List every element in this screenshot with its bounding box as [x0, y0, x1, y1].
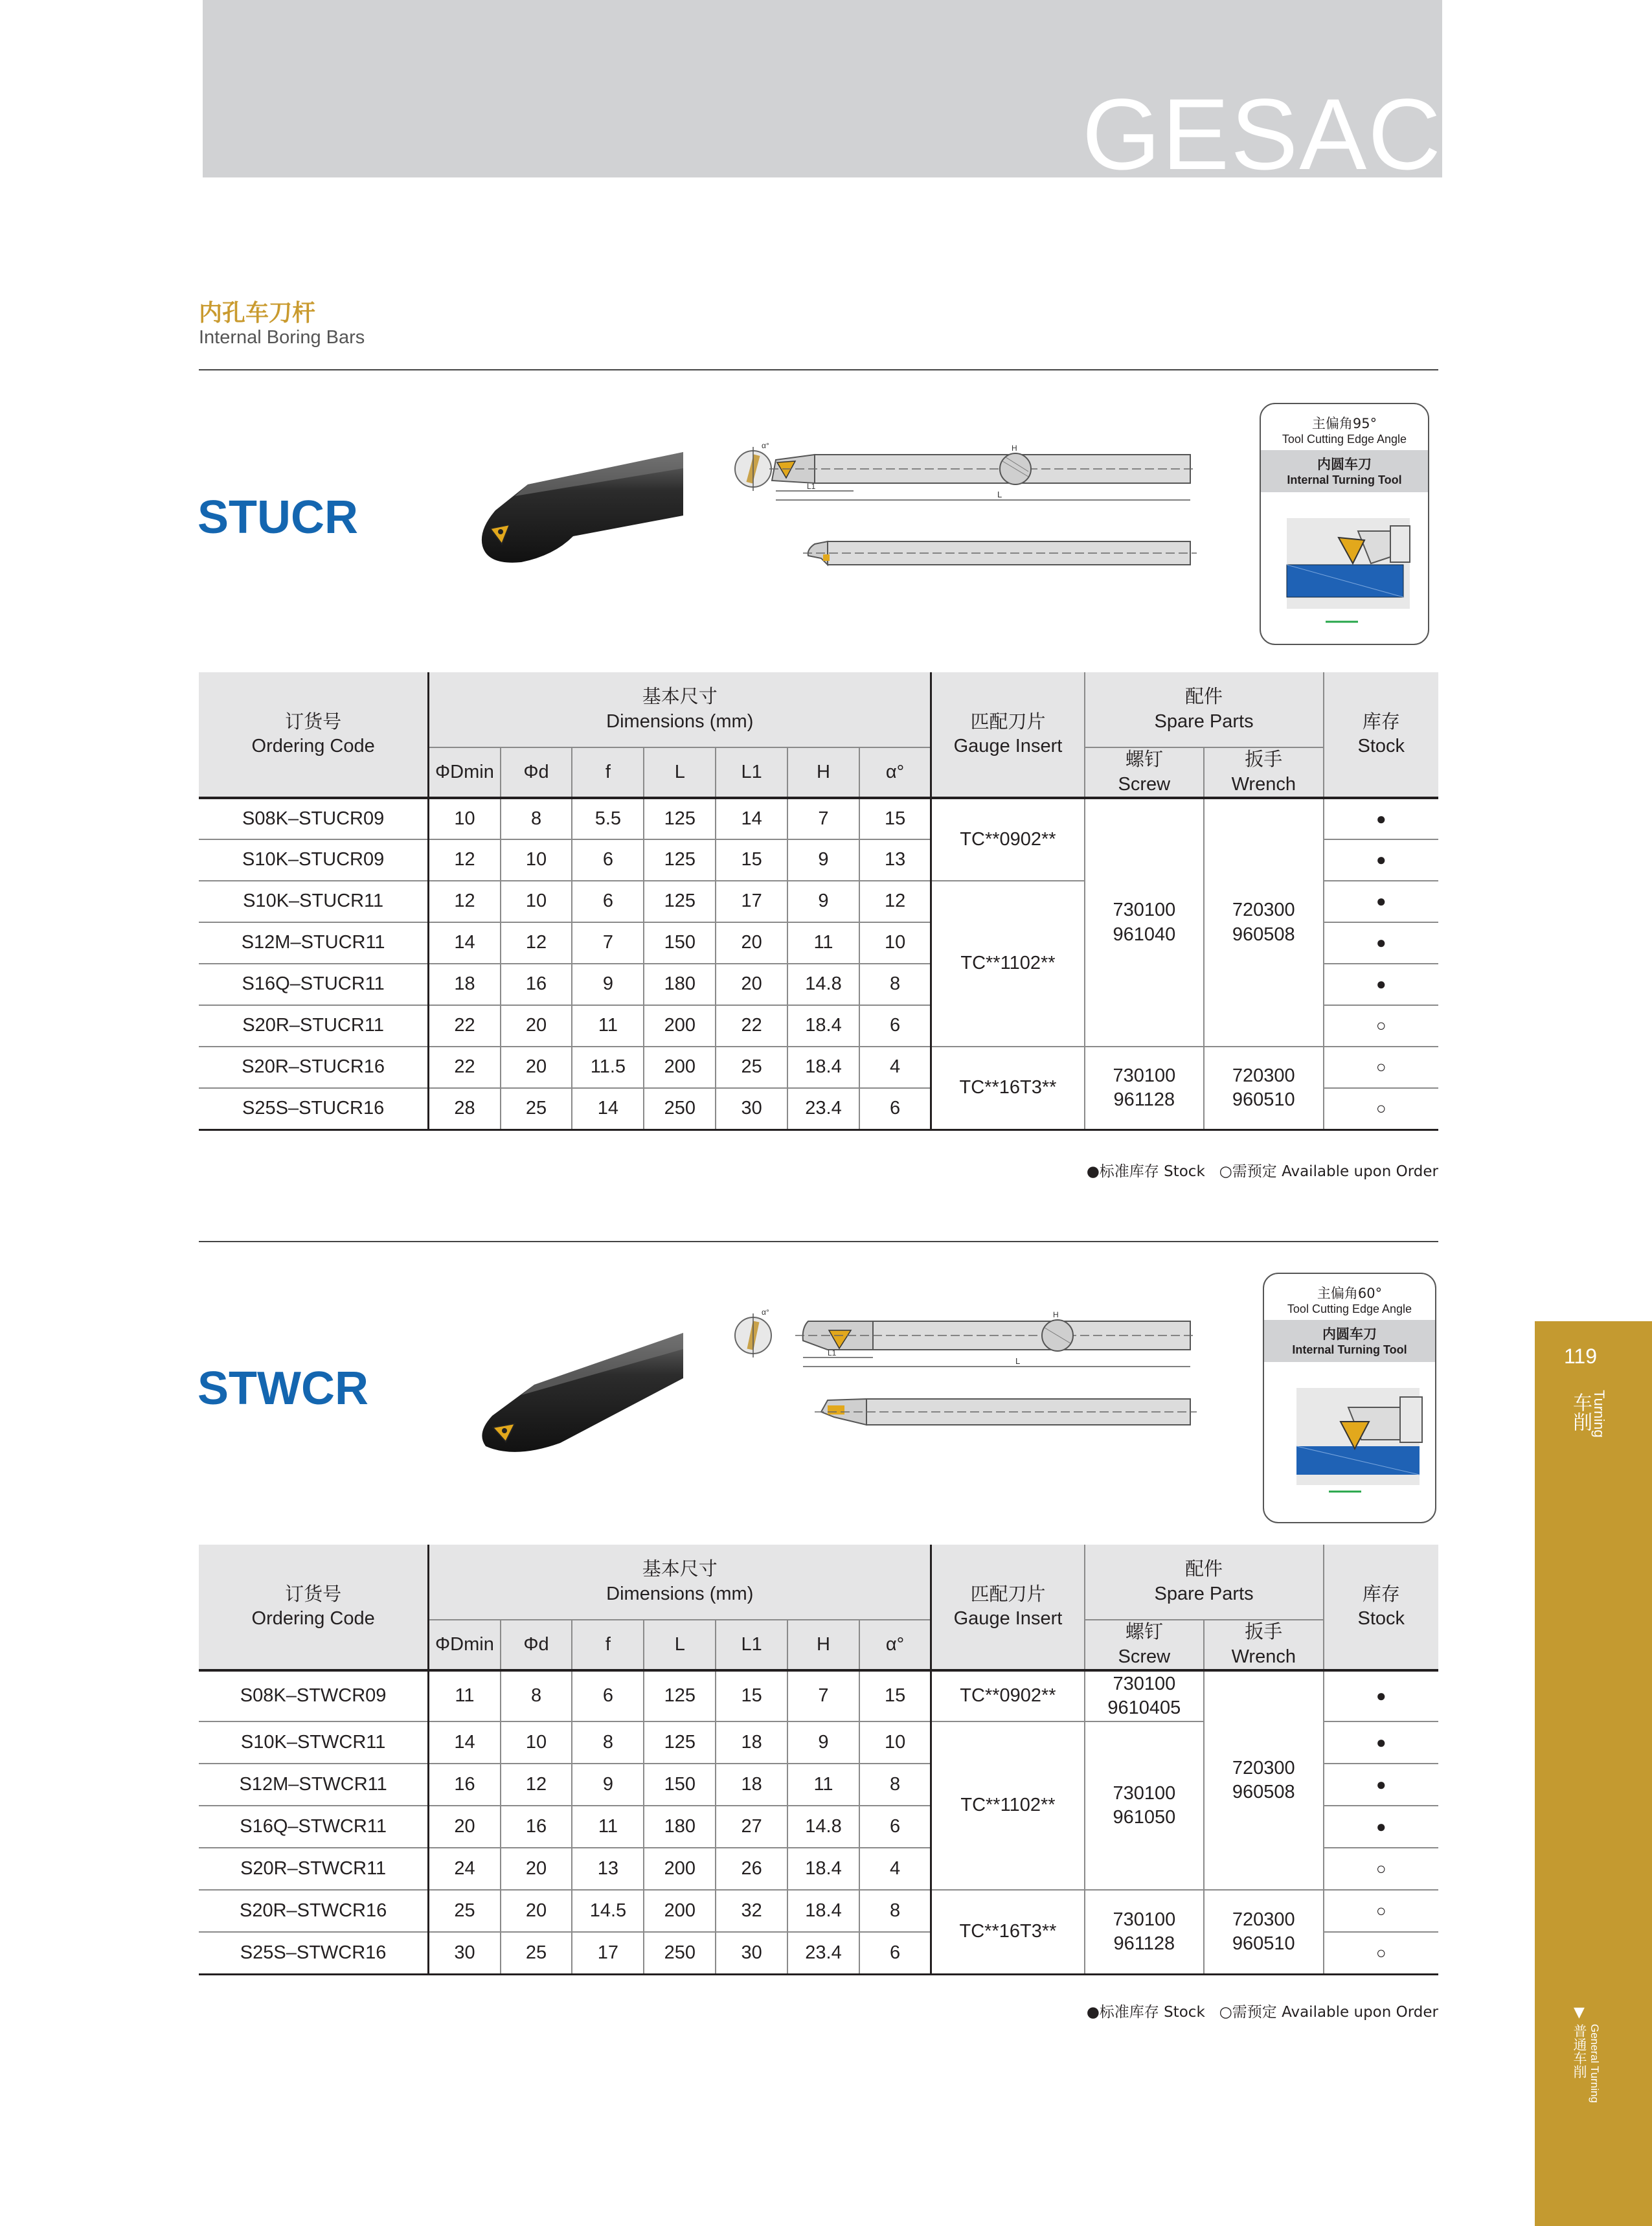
cell-d: 20 — [501, 1005, 572, 1047]
cell-f: 7 — [572, 922, 644, 964]
cell-H: 18.4 — [787, 1890, 859, 1932]
cell-alpha: 4 — [859, 1047, 931, 1088]
col-H: H — [787, 1620, 859, 1670]
cell-d: 10 — [501, 1721, 572, 1764]
header-band — [203, 0, 1442, 177]
chapter-label-en: Turning — [1591, 1390, 1607, 1438]
ordering-code: S10K–STWCR11 — [199, 1721, 429, 1764]
wrench-code: 720300 960510 — [1204, 1890, 1323, 1974]
cell-d: 10 — [501, 881, 572, 922]
section-title-en: Internal Boring Bars — [199, 327, 365, 348]
cell-H: 11 — [787, 922, 859, 964]
cell-L1: 15 — [716, 1670, 787, 1721]
cell-f: 17 — [572, 1932, 644, 1974]
screw-header-cn: 螺钉 — [1125, 1622, 1163, 1643]
cell-f: 14 — [572, 1088, 644, 1130]
technical-drawing-2 — [730, 1302, 1210, 1441]
cell-d: 12 — [501, 922, 572, 964]
col-f: f — [572, 1620, 644, 1670]
gauge-insert-header — [931, 1545, 1085, 1670]
spare-parts-header — [1085, 1545, 1324, 1620]
wrench-header-cn: 扳手 — [1245, 749, 1283, 771]
screw-code: 730100 961050 — [1085, 1721, 1204, 1890]
info-box-2 — [1263, 1273, 1436, 1523]
ordering-code: S08K–STWCR09 — [199, 1670, 429, 1721]
ordering-code: S10K–STUCR11 — [199, 881, 429, 922]
ordering-code: S12M–STWCR11 — [199, 1764, 429, 1806]
cell-L1: 25 — [716, 1047, 787, 1088]
svg-text:L: L — [997, 490, 1002, 499]
cell-H: 11 — [787, 1764, 859, 1806]
cell-f: 14.5 — [572, 1890, 644, 1932]
ordering-code: S20R–STWCR16 — [199, 1890, 429, 1932]
operation-diagram-1 — [1261, 492, 1428, 641]
gauge-header-en: Gauge Insert — [953, 1608, 1063, 1629]
stock-indicator: ○ — [1324, 1848, 1439, 1890]
gauge-header-cn: 匹配刀片 — [970, 1584, 1046, 1605]
product-model-2: STWCR — [198, 1363, 368, 1414]
cell-L: 200 — [644, 1005, 716, 1047]
stock-indicator: ● — [1324, 1670, 1439, 1721]
cell-d: 8 — [501, 798, 572, 839]
cell-L1: 22 — [716, 1005, 787, 1047]
cell-alpha: 8 — [859, 1890, 931, 1932]
cell-alpha: 12 — [859, 881, 931, 922]
cell-d: 20 — [501, 1848, 572, 1890]
dims-header-cn: 基本尺寸 — [642, 1559, 718, 1580]
cell-L1: 18 — [716, 1764, 787, 1806]
tool-type-band — [1261, 450, 1428, 492]
cell-L: 250 — [644, 1088, 716, 1130]
cell-L: 125 — [644, 881, 716, 922]
gauge-header-cn: 匹配刀片 — [970, 711, 1046, 733]
cell-dmin: 24 — [429, 1848, 501, 1890]
stock-indicator: ○ — [1324, 1047, 1439, 1088]
cell-alpha: 6 — [859, 1005, 931, 1047]
product-divider — [199, 1241, 1438, 1242]
ordering-code: S20R–STWCR11 — [199, 1848, 429, 1890]
ordering-header-en: Ordering Code — [251, 1608, 375, 1629]
cell-alpha: 10 — [859, 1721, 931, 1764]
stock-indicator: ● — [1324, 1721, 1439, 1764]
stock-indicator: ● — [1324, 881, 1439, 922]
stock-header — [1324, 1545, 1439, 1670]
ordering-code: S08K–STUCR09 — [199, 798, 429, 839]
dimensions-header — [429, 672, 931, 747]
cell-dmin: 22 — [429, 1047, 501, 1088]
wrench-code: 720300 960510 — [1204, 1047, 1323, 1130]
stock-indicator: ○ — [1324, 1890, 1439, 1932]
ordering-code: S16Q–STWCR11 — [199, 1806, 429, 1848]
cell-f: 6 — [572, 839, 644, 881]
cell-alpha: 6 — [859, 1932, 931, 1974]
tool-type-band — [1264, 1320, 1435, 1362]
stock-indicator: ● — [1324, 1764, 1439, 1806]
cell-dmin: 14 — [429, 1721, 501, 1764]
side-chapter-tab — [1535, 1321, 1652, 2226]
stock-indicator: ● — [1324, 964, 1439, 1005]
stock-indicator: ● — [1324, 839, 1439, 881]
tool-type-cn: 内圆车刀 — [1317, 457, 1372, 472]
cell-alpha: 10 — [859, 922, 931, 964]
cell-L: 180 — [644, 1806, 716, 1848]
dims-header-cn: 基本尺寸 — [642, 687, 718, 708]
screw-code: 730100 961128 — [1085, 1047, 1204, 1130]
brand-wordmark: GESAC — [1081, 78, 1442, 177]
cell-f: 11 — [572, 1806, 644, 1848]
cutting-angle-en: Tool Cutting Edge Angle — [1287, 1302, 1412, 1315]
stock-indicator: ● — [1324, 922, 1439, 964]
col-f: f — [572, 747, 644, 798]
stock-header-en: Stock — [1357, 736, 1405, 756]
cell-L1: 30 — [716, 1088, 787, 1130]
product-photo-2 — [476, 1307, 683, 1456]
cell-H: 9 — [787, 839, 859, 881]
stock-indicator: ● — [1324, 1806, 1439, 1848]
wrench-header-en: Wrench — [1231, 1646, 1296, 1667]
cell-H: 7 — [787, 798, 859, 839]
cell-alpha: 6 — [859, 1806, 931, 1848]
technical-drawing-1 — [730, 435, 1210, 574]
cell-L: 150 — [644, 1764, 716, 1806]
cell-d: 20 — [501, 1047, 572, 1088]
wrench-code: 720300 960508 — [1204, 798, 1323, 1047]
cell-L1: 17 — [716, 881, 787, 922]
ordering-code: S25S–STUCR16 — [199, 1088, 429, 1130]
cell-L: 200 — [644, 1047, 716, 1088]
cell-dmin: 30 — [429, 1932, 501, 1974]
ordering-code: S12M–STUCR11 — [199, 922, 429, 964]
screw-code: 730100 961128 — [1085, 1890, 1204, 1974]
svg-text:L1: L1 — [828, 1348, 837, 1357]
cell-f: 11 — [572, 1005, 644, 1047]
screw-header-en: Screw — [1118, 1646, 1171, 1667]
stock-indicator: ○ — [1324, 1932, 1439, 1974]
cell-dmin: 14 — [429, 922, 501, 964]
cell-L: 150 — [644, 922, 716, 964]
chapter-label-cn: 车削 — [1569, 1392, 1592, 1431]
col-L1: L1 — [716, 1620, 787, 1670]
stock-indicator: ○ — [1324, 1088, 1439, 1130]
table-row — [199, 798, 1438, 839]
cell-f: 8 — [572, 1721, 644, 1764]
tool-type-cn: 内圆车刀 — [1322, 1326, 1377, 1342]
table-row — [199, 1047, 1438, 1088]
ordering-code: S10K–STUCR09 — [199, 839, 429, 881]
cell-L: 200 — [644, 1890, 716, 1932]
dimensions-header — [429, 1545, 931, 1620]
tool-type-en: Internal Turning Tool — [1287, 473, 1402, 486]
stock-header — [1324, 672, 1439, 798]
cell-d: 20 — [501, 1890, 572, 1932]
cell-L: 180 — [644, 964, 716, 1005]
subchapter-label-cn: 普通车削 — [1572, 2024, 1587, 2078]
dims-header-en: Dimensions (mm) — [606, 1583, 754, 1604]
table-row — [199, 1670, 1438, 1721]
cell-dmin: 11 — [429, 1670, 501, 1721]
col-L: L — [644, 747, 716, 798]
col-dmin: ΦDmin — [429, 747, 501, 798]
svg-text:L1: L1 — [807, 482, 816, 491]
cell-H: 14.8 — [787, 964, 859, 1005]
cell-H: 9 — [787, 881, 859, 922]
col-d: Φd — [501, 1620, 572, 1670]
cell-alpha: 15 — [859, 1670, 931, 1721]
screw-code: 730100 9610405 — [1085, 1670, 1204, 1721]
stock-legend-2: ●标准库存 Stock ○需预定 Available upon Order — [1086, 2004, 1438, 2021]
cell-f: 6 — [572, 1670, 644, 1721]
cell-f: 6 — [572, 881, 644, 922]
cell-H: 18.4 — [787, 1047, 859, 1088]
col-screw — [1085, 1620, 1204, 1670]
ordering-header-cn: 订货号 — [285, 711, 342, 733]
cell-alpha: 8 — [859, 1764, 931, 1806]
cell-alpha: 4 — [859, 1848, 931, 1890]
product-photo-1 — [476, 433, 683, 569]
cutting-angle-en: Tool Cutting Edge Angle — [1282, 433, 1407, 446]
cell-H: 7 — [787, 1670, 859, 1721]
product-model-1: STUCR — [198, 492, 358, 543]
ordering-code: S20R–STUCR11 — [199, 1005, 429, 1047]
ordering-code: S20R–STUCR16 — [199, 1047, 429, 1088]
cell-H: 23.4 — [787, 1932, 859, 1974]
wrench-header-cn: 扳手 — [1245, 1622, 1283, 1643]
screw-header-cn: 螺钉 — [1125, 749, 1163, 771]
cell-dmin: 12 — [429, 839, 501, 881]
ordering-code: S16Q–STUCR11 — [199, 964, 429, 1005]
svg-text:H: H — [1012, 444, 1017, 453]
cell-L1: 30 — [716, 1932, 787, 1974]
table-row — [199, 1890, 1438, 1932]
stock-header-cn: 库存 — [1362, 1584, 1400, 1605]
section-title-cn: 内孔车刀杆 — [199, 300, 316, 326]
cell-alpha: 8 — [859, 964, 931, 1005]
gauge-header-en: Gauge Insert — [953, 736, 1063, 756]
col-alpha: α° — [859, 1620, 931, 1670]
cell-L: 250 — [644, 1932, 716, 1974]
cell-f: 9 — [572, 964, 644, 1005]
col-screw — [1085, 747, 1204, 798]
cell-f: 9 — [572, 1764, 644, 1806]
svg-text:H: H — [1053, 1310, 1059, 1319]
cell-d: 8 — [501, 1670, 572, 1721]
col-L: L — [644, 1620, 716, 1670]
spec-table-1 — [199, 672, 1438, 1131]
triangle-down-icon: ▼ — [1574, 2005, 1585, 2021]
dims-header-en: Dimensions (mm) — [606, 710, 754, 732]
cell-L: 200 — [644, 1848, 716, 1890]
spare-header-en: Spare Parts — [1154, 710, 1254, 732]
spare-header-cn: 配件 — [1185, 1559, 1223, 1580]
ordering-code-header — [199, 672, 429, 798]
col-d: Φd — [501, 747, 572, 798]
spare-header-en: Spare Parts — [1154, 1583, 1254, 1604]
col-alpha: α° — [859, 747, 931, 798]
cell-L1: 20 — [716, 922, 787, 964]
cell-d: 10 — [501, 839, 572, 881]
cell-dmin: 16 — [429, 1764, 501, 1806]
cell-d: 12 — [501, 1764, 572, 1806]
cell-L1: 18 — [716, 1721, 787, 1764]
col-H: H — [787, 747, 859, 798]
stock-header-cn: 库存 — [1362, 711, 1400, 733]
spare-parts-header — [1085, 672, 1324, 747]
cell-alpha: 15 — [859, 798, 931, 839]
cell-L: 125 — [644, 798, 716, 839]
cell-L1: 15 — [716, 839, 787, 881]
cell-L1: 26 — [716, 1848, 787, 1890]
cell-L1: 32 — [716, 1890, 787, 1932]
gauge-insert: TC**0902** — [931, 798, 1085, 881]
wrench-header-en: Wrench — [1231, 773, 1296, 795]
ordering-header-cn: 订货号 — [285, 1584, 342, 1605]
cell-d: 16 — [501, 964, 572, 1005]
cutting-angle-cn: 主偏角95° — [1311, 416, 1377, 431]
screw-code: 730100 961040 — [1085, 798, 1204, 1047]
cell-f: 13 — [572, 1848, 644, 1890]
svg-text:L: L — [1015, 1356, 1021, 1366]
cell-f: 11.5 — [572, 1047, 644, 1088]
cell-H: 9 — [787, 1721, 859, 1764]
section-divider — [199, 369, 1438, 370]
cell-L1: 27 — [716, 1806, 787, 1848]
page-number: 119 — [1564, 1345, 1598, 1368]
cell-alpha: 6 — [859, 1088, 931, 1130]
gauge-insert: TC**16T3** — [931, 1890, 1085, 1974]
ordering-code: S25S–STWCR16 — [199, 1932, 429, 1974]
ordering-header-en: Ordering Code — [251, 736, 375, 756]
cell-dmin: 25 — [429, 1890, 501, 1932]
cell-H: 23.4 — [787, 1088, 859, 1130]
gauge-insert-header — [931, 672, 1085, 798]
col-dmin: ΦDmin — [429, 1620, 501, 1670]
cell-dmin: 12 — [429, 881, 501, 922]
col-wrench — [1204, 1620, 1323, 1670]
cell-L: 125 — [644, 839, 716, 881]
cell-H: 14.8 — [787, 1806, 859, 1848]
subchapter-label-en: General Turning — [1589, 2024, 1601, 2103]
cell-dmin: 18 — [429, 964, 501, 1005]
screw-header-en: Screw — [1118, 773, 1171, 795]
gauge-insert: TC**0902** — [931, 1670, 1085, 1721]
cell-d: 16 — [501, 1806, 572, 1848]
cell-L: 125 — [644, 1670, 716, 1721]
gauge-insert: TC**16T3** — [931, 1047, 1085, 1130]
stock-legend-1: ●标准库存 Stock ○需预定 Available upon Order — [1086, 1163, 1438, 1180]
spec-table-2 — [199, 1545, 1438, 1975]
info-box-1 — [1260, 403, 1429, 645]
spare-header-cn: 配件 — [1185, 687, 1223, 708]
cell-dmin: 10 — [429, 798, 501, 839]
cell-alpha: 13 — [859, 839, 931, 881]
gauge-insert: TC**1102** — [931, 1721, 1085, 1890]
tool-type-en: Internal Turning Tool — [1292, 1343, 1407, 1356]
cutting-angle-cn: 主偏角60° — [1317, 1286, 1383, 1301]
cell-H: 18.4 — [787, 1005, 859, 1047]
stock-indicator: ○ — [1324, 1005, 1439, 1047]
gauge-insert: TC**1102** — [931, 881, 1085, 1047]
svg-text:α°: α° — [762, 1308, 769, 1317]
cell-d: 25 — [501, 1932, 572, 1974]
ordering-code-header — [199, 1545, 429, 1670]
cell-L1: 14 — [716, 798, 787, 839]
col-wrench — [1204, 747, 1323, 798]
cell-d: 25 — [501, 1088, 572, 1130]
operation-diagram-2 — [1264, 1362, 1435, 1517]
svg-text:α°: α° — [762, 441, 769, 450]
cell-dmin: 20 — [429, 1806, 501, 1848]
cell-dmin: 28 — [429, 1088, 501, 1130]
col-L1: L1 — [716, 747, 787, 798]
cell-L: 125 — [644, 1721, 716, 1764]
cell-f: 5.5 — [572, 798, 644, 839]
wrench-code: 720300 960508 — [1204, 1670, 1323, 1890]
stock-header-en: Stock — [1357, 1608, 1405, 1629]
cell-H: 18.4 — [787, 1848, 859, 1890]
stock-indicator: ● — [1324, 798, 1439, 839]
cell-dmin: 22 — [429, 1005, 501, 1047]
cell-L1: 20 — [716, 964, 787, 1005]
